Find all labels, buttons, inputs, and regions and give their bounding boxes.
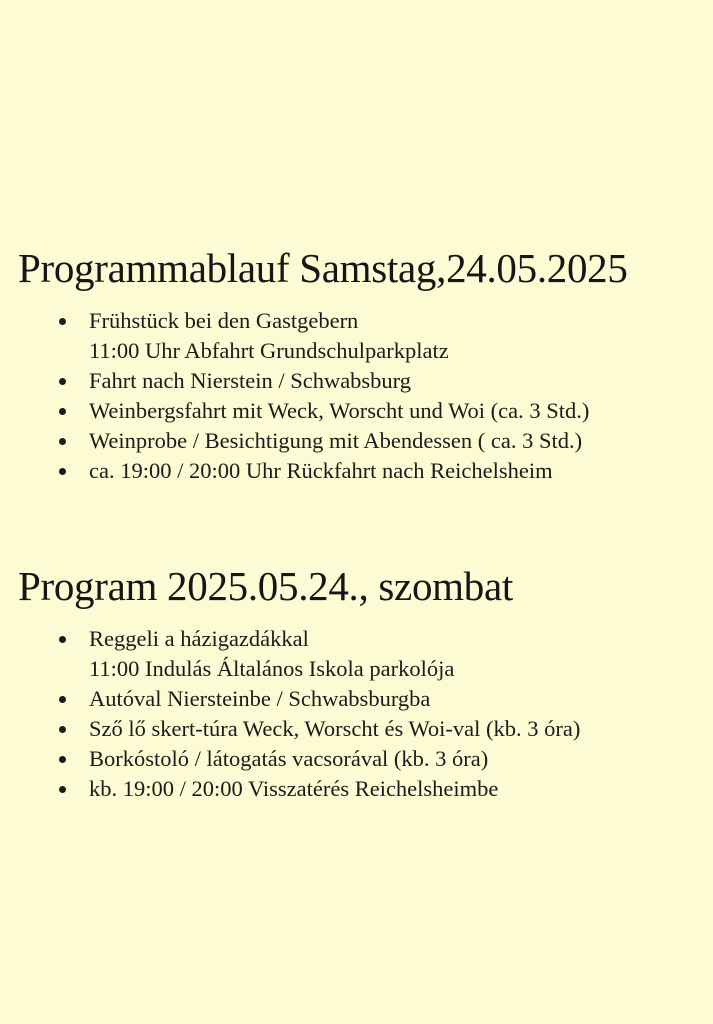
program-section-hungarian bbox=[18, 562, 708, 804]
list-item bbox=[18, 774, 708, 804]
bullet-icon bbox=[59, 468, 66, 475]
bullet-icon bbox=[59, 438, 66, 445]
list-item bbox=[18, 306, 708, 366]
list-item bbox=[18, 456, 708, 486]
list-item bbox=[18, 366, 708, 396]
bullet-icon bbox=[59, 636, 66, 643]
bullet-icon bbox=[59, 696, 66, 703]
item-text: ca. 19:00 / 20:00 Uhr Rückfahrt nach Reichelsheim bbox=[89, 458, 553, 483]
bullet-icon bbox=[59, 378, 66, 385]
item-subtext: 11:00 Indulás Általános Iskola parkolója bbox=[89, 656, 455, 681]
list-item bbox=[18, 744, 708, 774]
bullet-icon bbox=[59, 318, 66, 325]
item-text: Fahrt nach Nierstein / Schwabsburg bbox=[89, 368, 412, 393]
item-text: Reggeli a házigazdákkal bbox=[89, 626, 309, 651]
item-text: Borkóstoló / látogatás vacsorával (kb. 3 óra) bbox=[89, 746, 489, 771]
item-text: Weinbergsfahrt mit Weck, Worscht und Woi (ca. 3 Std.) bbox=[89, 398, 590, 423]
program-section-german bbox=[18, 244, 708, 486]
item-subtext: 11:00 Uhr Abfahrt Grundschulparkplatz bbox=[89, 338, 449, 363]
item-text: Frühstück bei den Gastgebern bbox=[89, 308, 359, 333]
section-title: Programmablauf Samstag,24.05.2025 bbox=[18, 245, 628, 291]
bullet-icon bbox=[59, 726, 66, 733]
item-text: kb. 19:00 / 20:00 Visszatérés Reichelsheimbe bbox=[89, 776, 499, 801]
list-item bbox=[18, 714, 708, 744]
bullet-icon bbox=[59, 786, 66, 793]
bullet-icon bbox=[59, 408, 66, 415]
item-text: Weinprobe / Besichtigung mit Abendessen ( ca. 3 Std.) bbox=[89, 428, 583, 453]
bullet-icon bbox=[59, 756, 66, 763]
item-text: Autóval Niersteinbe / Schwabsburgba bbox=[89, 686, 431, 711]
program-list bbox=[18, 306, 708, 486]
program-list bbox=[18, 624, 708, 804]
list-item bbox=[18, 396, 708, 426]
item-text: Sző lő skert-túra Weck, Worscht és Woi-val (kb. 3 óra) bbox=[89, 716, 581, 741]
list-item bbox=[18, 426, 708, 456]
section-title: Program 2025.05.24., szombat bbox=[18, 563, 513, 609]
list-item bbox=[18, 624, 708, 684]
list-item bbox=[18, 684, 708, 714]
